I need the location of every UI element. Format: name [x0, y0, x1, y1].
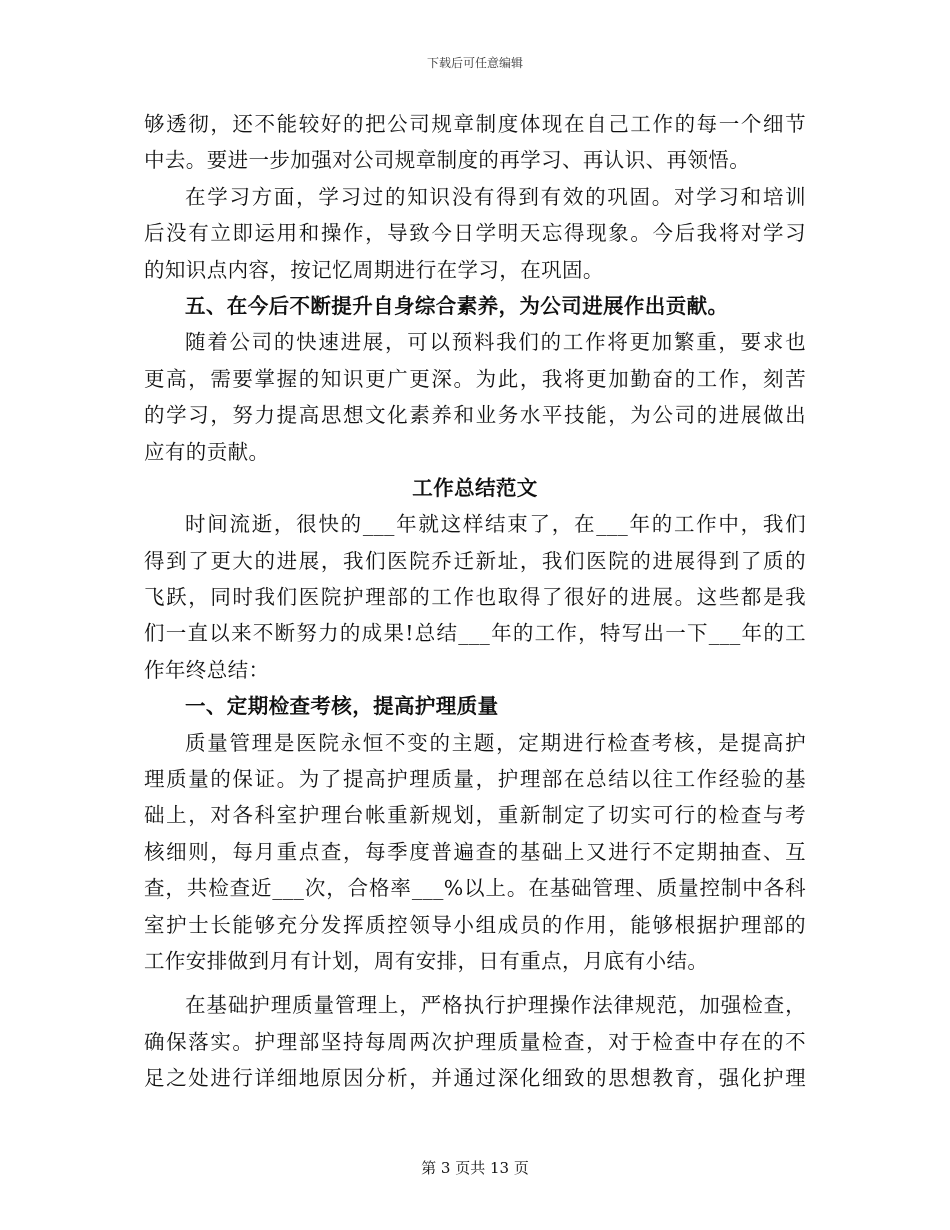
document-title: 工作总结范文	[412, 475, 538, 500]
text-line: 够透彻，还不能较好的把公司规章制度体现在自己工作的每一个细节	[144, 112, 806, 136]
text-line: 后没有立即运用和操作，导致今日学明天忘得现象。今后我将对学习	[144, 221, 806, 246]
document-body	[144, 106, 806, 1097]
text-line: 础上，对各科室护理台帐重新规划，重新制定了切实可行的检查与考	[144, 803, 806, 828]
page-footer: 第 3 页共 13 页	[421, 1159, 529, 1177]
text-line: 核细则，每月重点查，每季度普遍查的基础上又进行不定期抽查、互	[144, 839, 806, 864]
section-heading: 一、定期检查考核，提高护理质量	[185, 694, 499, 719]
text-line: 质量管理是医院永恒不变的主题，定期进行检查考核，是提高护	[185, 730, 806, 755]
text-line: 室护士长能够充分发挥质控领导小组成员的作用，能够根据护理部的	[144, 912, 806, 937]
text-line: 在基础护理质量管理上，严格执行护理操作法律规范，加强检查，	[185, 993, 806, 1018]
text-line: 更高，需要掌握的知识更广更深。为此，我将更加勤奋的工作，刻苦	[144, 366, 806, 391]
text-line: 飞跃，同时我们医院护理部的工作也取得了很好的进展。这些都是我	[144, 585, 806, 610]
paragraph-gap	[144, 979, 806, 987]
text-line: 确保落实。护理部坚持每周两次护理质量检查，对于检查中存在的不	[144, 1029, 806, 1054]
text-line: 应有的贡献。	[144, 439, 270, 464]
text-line: 随着公司的快速进展，可以预料我们的工作将更加繁重，要求也	[185, 330, 806, 355]
text-line: 们一直以来不断努力的成果!总结___年的工作，特写出一下___年的工	[144, 621, 806, 646]
text-line: 在学习方面，学习过的知识没有得到有效的巩固。对学习和培训	[185, 184, 806, 209]
text-line: 作年终总结：	[144, 657, 270, 682]
page-header: 下载后可任意编辑	[426, 56, 523, 70]
text-line: 的学习，努力提高思想文化素养和业务水平技能，为公司的进展做出	[144, 403, 806, 428]
section-heading: 五、在今后不断提升自身综合素养，为公司进展作出贡献。	[185, 293, 729, 318]
text-line: 足之处进行详细地原因分析，并通过深化细致的思想教育，强化护理	[144, 1066, 806, 1091]
text-line: 得到了更大的进展，我们医院乔迁新址，我们医院的进展得到了质的	[144, 548, 806, 573]
text-line: 查，共检查近___次，合格率___%以上。在基础管理、质量控制中各科	[144, 876, 806, 901]
text-line: 中去。要进一步加强对公司规章制度的再学习、再认识、再领悟。	[144, 148, 751, 173]
text-line: 工作安排做到月有计划，周有安排，日有重点，月底有小结。	[144, 948, 709, 973]
text-line: 理质量的保证。为了提高护理质量，护理部在总结以往工作经验的基	[144, 767, 806, 792]
text-line: 的知识点内容，按记忆周期进行在学习，在巩固。	[144, 257, 604, 282]
text-line: 时间流逝，很快的___年就这样结束了，在___年的工作中，我们	[185, 512, 806, 537]
